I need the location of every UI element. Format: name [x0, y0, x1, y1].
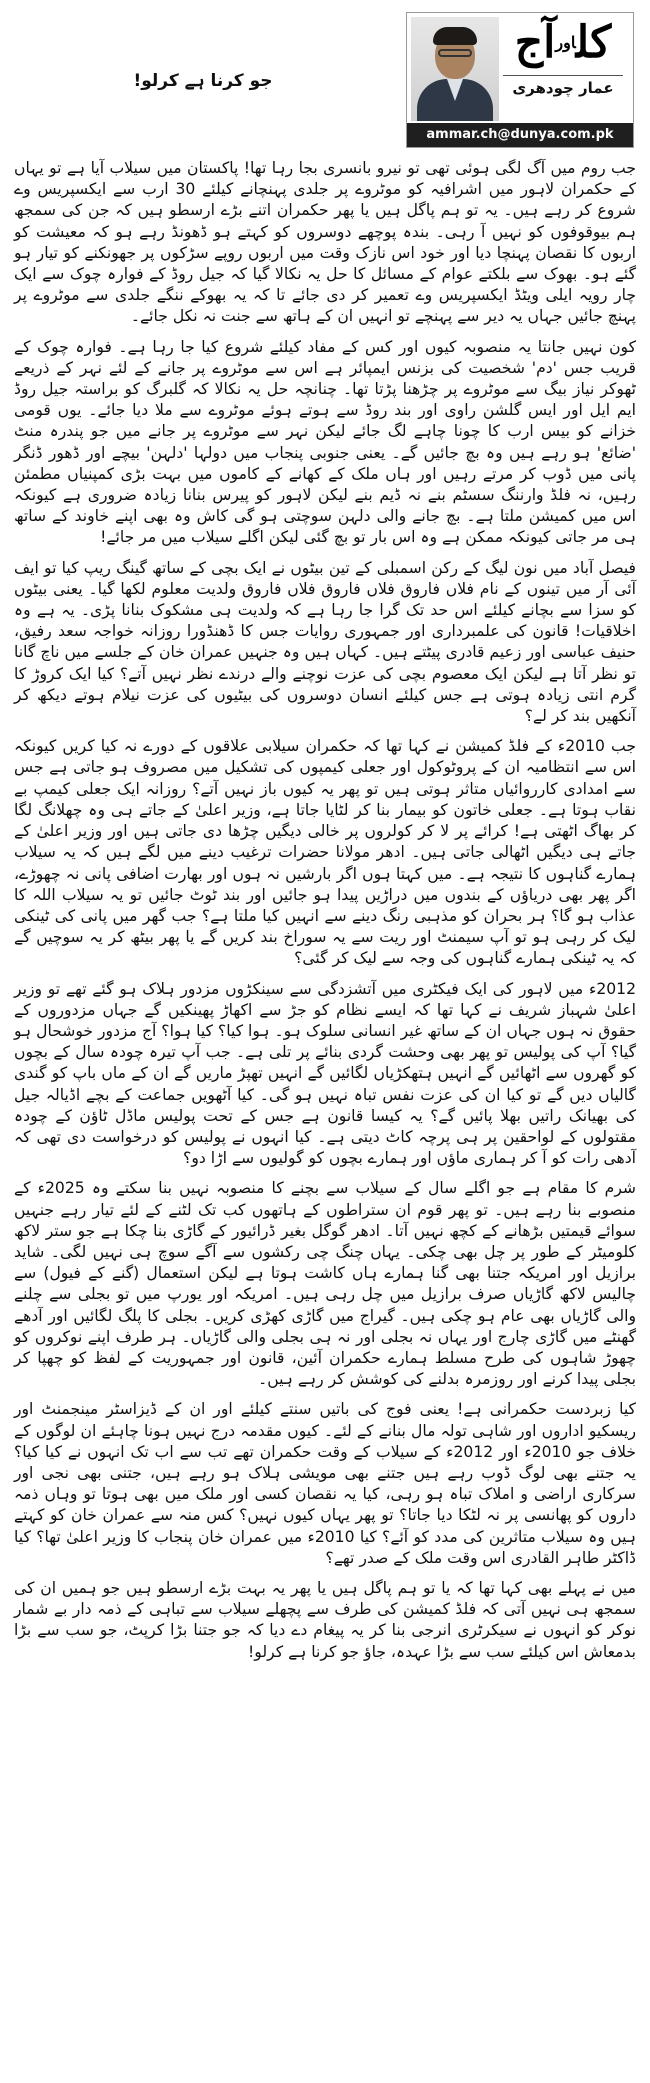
- article-headline: جو کرنا ہے کرلو!: [133, 71, 273, 91]
- author-email: ammar.ch@dunya.com.pk: [407, 123, 633, 147]
- logo-divider: [503, 75, 623, 76]
- article-paragraph: کون نہیں جانتا یہ منصوبہ کیوں اور کس کے مفاد کیلئے شروع کیا جا رہا ہے۔ فوارہ چوک کے قریب جس 'دم' شخصیت کی بزنس ایمپائر ہے اس سے موٹروے پر جانے کے لئے نہر کے ذریعے ٹھوکر نیاز بیگ سے موٹروے پر چڑھنا پڑتا تھا۔ چنانچہ حل یہ نکالا کہ گلبرگ کو براستہ جیل روڈ ایم ایل اور ایس گلشن راوی اور بند روڈ سے ہوتے ہوئے موٹروے سے ملا دیا جائے۔ یوں قومی خزانے کو بیس ارب کا چونا چاہے لگ جائے لیکن نہر سے موٹروے پر جانے میں جو پندرہ منٹ 'ضائع' ہو رہے ہیں وہ بچ جائیں گے۔ یعنی جنوبی پنجاب میں دولہا 'دلہن' بیچے اور ڈھور ڈنگر پانی میں ڈوب کر مرتے رہیں اور ہاں ملک کے کھانے کے کاموں میں بہت بڑی کمپنیاں مطمئن رہیں، نہ فلڈ وارننگ سسٹم بنے نہ ڈیم بنے لیکن لاہور کو پیرس بنانا زیادہ ضروری ہے کیونکہ اس میں کمیشن ملتا ہے۔ بچ جانے والی دلہن سوچتی ہو گی کاش وہ بھی اپنے خاوند کے ساتھ ہی مر جاتی کیونکہ ممکن ہے وہ اس بار تو بچ گئی لیکن اگلے سیلاب میں مر جائے!: [14, 337, 636, 547]
- article-paragraph: 2012ء میں لاہور کی ایک فیکٹری میں آتشزدگی سے سینکڑوں مزدور ہلاک ہو گئے تھے تو وزیر اعلیٰ شہباز شریف نے کہا تھا کہ ایسے نظام کو جڑ سے اکھاڑ پھینکیں گے جہاں مزدوروں کے حقوق نہ ہوں جہاں ان کے ساتھ غیر انسانی سلوک ہو۔ ہوا کیا؟ کیا ہوا؟ آج مزدور خوشحال ہو گیا؟ آپ کی پولیس تو پھر بھی وحشت گردی بنائے پر تلی ہے۔ جب آپ تیرہ چودہ سال کے بچوں کو گھروں سے اٹھائیں گے انہیں ہتھکڑیاں لگائیں گے انہیں تھپڑ ماریں گے ان کے ماں باپ کو گندی گالیاں دیں گے تو کیا ان کی عزت نفس تباہ نہیں ہو گی۔ کیا آٹھویں جماعت کے بچے اڈیالہ جیل کی بھیانک راتیں بھلا پائیں گے؟ یہ کیسا قانون ہے جس کے تحت پولیس ماڈل ٹاؤن کے چودہ مقتولوں کے لواحقین پر ہی پرچہ کاٹ دیتی ہے۔ کیا انہوں نے پولیس کو درخواست دی تھی کہ آدھی رات کو آ کر ہماری ماؤں اور ہمارے بچوں کو گولیوں سے اڑا دو؟: [14, 979, 636, 1168]
- logo-word-main: کل: [575, 17, 612, 68]
- article-paragraph: شرم کا مقام ہے جو اگلے سال کے سیلاب سے بچنے کا منصوبہ نہیں بنا سکتے وہ 2025ء کے منصوبے بنا رہے ہیں۔ تو پھر قوم ان ستراطوں کے ہاتھوں کب تک لٹنے کے لئے تیار رہے جنہیں سوائے قیمتیں بڑھانے کے کچھ نہیں آتا۔ ادھر گوگل بغیر ڈرائیور کے گاڑی بنا چکا ہے جو ستر لاکھ کلومیٹر کے طور پر چل بھی چکی۔ یہاں چنگ چی رکشوں سے آگے سوچ ہی نہیں لگی۔ شاید برازیل اور امریکہ جتنا بھی گنا ہمارے ہاں کاشت ہوتا ہے لیکن استعمال (گنے کے فیول) سے چالیس لاکھ گاڑیاں صرف برازیل میں چل رہی ہیں۔ امریکہ اور یورپ میں تو بجلی سے چلنے والی گاڑیاں بھی عام ہو چکی ہیں۔ گیراج میں گاڑی کھڑی کریں۔ بجلی کا پلگ لگائیں اور آدھے گھنٹے میں گاڑی چارج اور یہاں نہ بجلی اور نہ ہی بجلی والی گاڑیاں۔ ہر طرف اپنے نوکروں کو چھوڑ شاہوں کی طرح مسلط ہمارے حکمران آئین، قانون اور جمہوریت کے لفظ کو چھپا کر بجلی پیدا کرنے اور روزمرہ بدلنے کی کوشش کر رہے ہیں۔: [14, 1179, 636, 1389]
- article-body: [10, 158, 640, 1663]
- logo-word-second: آج: [514, 17, 556, 68]
- photo-hair-shape: [433, 27, 477, 45]
- article-paragraph: جب 2010ء کے فلڈ کمیشن نے کہا تھا کہ حکمران سیلابی علاقوں کے دورے نہ کیا کریں کیونکہ اس سے انتظامیہ ان کے پروٹوکول اور جعلی کیمپوں کی تشکیل میں مصروف ہو جاتی ہے جس سے امدادی کارروائیاں متاثر ہوتی ہیں تو پھر یہ کیوں باز نہیں آتے؟ روزانہ ایک جعلی کیمپ بے نقاب ہوتا ہے۔ جعلی خاتون کو بیمار بنا کر لٹایا جاتا ہے، وزیر اعلیٰ کے جاتے ہی وہ چھلانگ لگا کر بھاگ اٹھتی ہے! کرائے پر لا کر کولروں پر خالی دیگیں چڑھا دی جاتی ہیں اور وزیر اعلیٰ کے جاتے ہی دیگیں اٹھالی جاتی ہیں۔ ادھر مولانا حضرات ترغیب دینے میں لگے ہیں کہ یہ سیلاب ہمارے گناہوں کا نتیجہ ہے۔ میں کہتا ہوں اگر بارشیں نہ ہوں اور بھارت اضافی پانی نہ چھوڑے، اگر پھر بھی دریاؤں کے بندوں میں دراڑیں پیدا ہو جائیں اور بند ٹوٹ جائیں تو یہ سیلاب اللہ کا عذاب ہو گا؟ ہر بحران کو مذہبی رنگ دینے سے انہیں کیا ملتا ہے؟ جب گھر میں پانی کی ٹینکی لیک کر رہی ہو تو آپ سیمنٹ اور ریت سے یہ سوراخ بند کریں گے یا پھر بیٹھ کر یہ سوچیں گے کہ یہ ٹینکی ہمارے گناہوں کی وجہ سے لیک کر گئی؟: [14, 737, 636, 968]
- logo-word-join: اور: [555, 33, 576, 52]
- article-paragraph: جب روم میں آگ لگی ہوئی تھی تو نیرو بانسری بجا رہا تھا! پاکستان میں سیلاب آیا ہے تو یہاں کے حکمران لاہور میں اشرافیہ کو موٹروے پر جلدی پہنچانے کیلئے 30 ارب سے ایکسپریس وے شروع کر رہے ہیں۔ یہ تو ہم پاگل ہیں یا پھر حکمران اتنے بڑے ارسطو ہیں کہ جن کی سمجھ ہم بیوقوفوں کو نہیں آ رہی۔ بندہ پوچھے دوسروں کو کہتے ہو ڈھونڈ رہے ہو کہ معیشت کو اربوں کا نقصان پہنچا دیا اور خود اس نازک وقت میں اربوں روپے سڑکوں پر جھونکنے کو تیار ہو گئے ہو۔ بھوک سے بلکتے عوام کے مسائل کا حل یہ نکالا گیا کہ جیل روڈ کے فوارہ چوک سے ایک چار رویہ ایلی ویٹڈ ایکسپریس وے تعمیر کر دی جائے تا کہ یہ بھوکے ننگے جلدی سے موٹروے پر پہنچ جائیں جہاں یہ دیر سے پہنچے تو انہیں ان کے ہاتھ سے جنت نہ نکل جائے۔: [14, 159, 636, 326]
- column-header: [10, 8, 640, 158]
- article-paragraph: میں نے پہلے بھی کہا تھا کہ یا تو ہم پاگل ہیں یا پھر یہ بہت بڑے ارسطو ہیں جو ہمیں ان کی سمجھ ہی نہیں آتی کہ فلڈ کمیشن کی طرف سے پچھلے سیلاب سے تباہی کے ذمہ دار بے شمار نوکر کو انہوں نے سیکرٹری انرجی بنا کر یہ پیغام دے دیا کہ جو جتنا بڑا کرپٹ، جو سب سے بڑا بدمعاش اس کیلئے سب سے بڑا عہدہ، جاؤ جو کرنا ہے کرلو!: [14, 1579, 636, 1661]
- column-logo-title: [503, 15, 623, 71]
- author-photo: [411, 17, 499, 121]
- photo-glasses-shape: [438, 49, 472, 57]
- article-paragraph: فیصل آباد میں نون لیگ کے رکن اسمبلی کے تین بیٹوں نے ایک بچی کے ساتھ گینگ ریپ کیا تو ایف آئی آر میں تینوں کے نام فلاں فاروق فلاں فاروق فلاں فاروق ولدیت معلوم لکھا گیا۔ یعنی بیٹوں کو سزا سے بچانے کیلئے اس حد تک گرا جا رہا ہے کہ ولدیت ہی مشکوک بنانا پڑی۔ یہ ہے وہ اخلاقیات! قانون کی علمبرداری اور جمہوری روایات جس کا ڈھنڈورا روزانہ خواجہ سعد رفیق، حنیف عباسی اور زعیم قادری پیٹتے ہیں۔ کہاں ہیں وہ جنہیں عمران خان کے جلسے میں ناچ گانا تو نظر آتا ہے لیکن ایک معصوم بچی کی عزت نوچنے والے درندے نظر نہیں آتے؟ کیا ایک کروڑ کا گرم انتی زیادہ ہوتی ہے جس کیلئے انسان دوسروں کی بیٹیوں کی عزت نیلام ہوتے دیکھ کر آنکھیں بند کر لے؟: [14, 558, 636, 726]
- article-paragraph: کیا زبردست حکمرانی ہے! یعنی فوج کی باتیں سنتے کیلئے اور ان کے ڈیزاسٹر مینجمنٹ اور ریسکیو اداروں اور شاہی تولہ مال بنانے کے لئے۔ کیوں مقدمہ درج نہیں ہونا چاہئے ان لوگوں کے خلاف جو 2010ء اور 2012ء کے سیلاب کے وقت حکمران تھے تب سے اب تک انہوں نے کیا کیا؟ یہ جتنے بھی لوگ ڈوب رہے ہیں جتنے بھی مویشی ہلاک ہو رہے ہیں، جتنی بھی نجی اور سرکاری اراضی و املاک تباہ ہو رہی، کیا یہ نقصان کسی اور ملک میں بھی ہوتا تو وہاں ذمہ داروں کو پھانسی پر نہ لٹکا دیا جاتا؟ تو پھر یہاں کیوں نہیں؟ کس منہ سے عمران خان کو کہتے ہیں وہ سیلاب متاثرین کی مدد کو آئے؟ کیا 2010ء میں عمران خان پنجاب کا وزیر اعلیٰ تھا؟ کیا ڈاکٹر طاہر القادری اس وقت ملک کے صدر تھے؟: [14, 1400, 637, 1567]
- author-name: عمار چودھری: [512, 79, 614, 97]
- column-logo-box: [406, 12, 634, 148]
